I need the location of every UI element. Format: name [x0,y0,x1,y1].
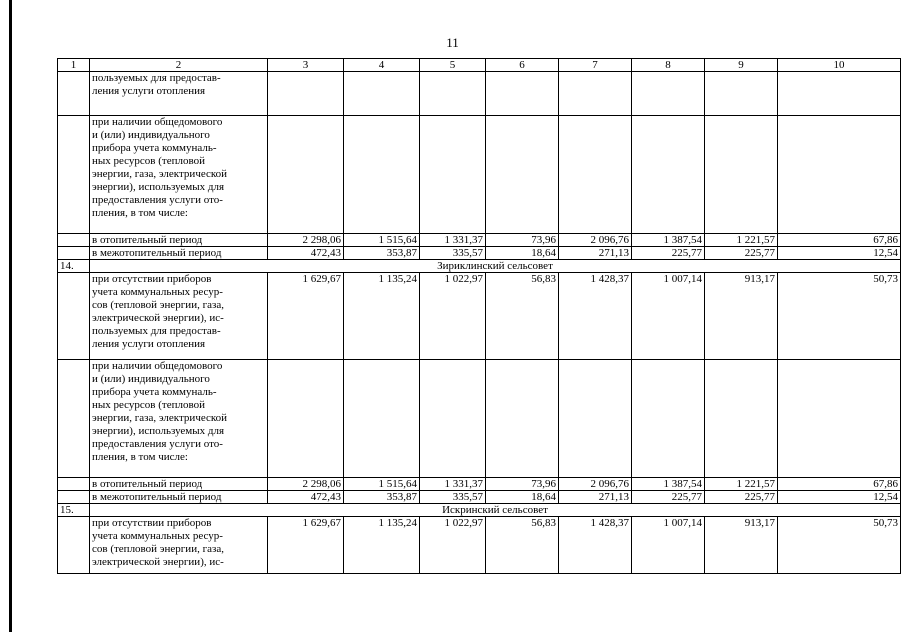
table-row [58,491,901,504]
header-cell: 5 [420,59,486,72]
row-description: в межотопительный период [90,247,268,260]
value-cell: 1 135,24 [344,273,420,360]
row-description: при отсутствии приборов учета коммунальных ресур- сов (тепловой энергии, газа, электрической энергии), ис- [90,517,268,574]
value-cell: 1 387,54 [632,478,705,491]
table-row [58,72,901,116]
row-description: в отопительный период [90,478,268,491]
row-description: при наличии общедомового и (или) индивидуального прибора учета коммуналь- ных ресурсов (тепловой энергии, газа, электрической энергии), используемых для предоставления услуги ото- пления, в том числе: [90,116,268,234]
value-cell: 913,17 [705,273,778,360]
value-cell: 18,64 [486,491,559,504]
table-row [58,247,901,260]
value-cell: 2 096,76 [559,234,632,247]
value-cell: 2 298,06 [268,478,344,491]
value-cell: 335,57 [420,491,486,504]
section-number: 14. [58,260,90,273]
value-cell: 50,73 [778,517,901,574]
value-cell: 12,54 [778,491,901,504]
header-cell: 4 [344,59,420,72]
value-cell: 1 515,64 [344,478,420,491]
section-title: Искринский сельсовет [90,504,901,517]
value-cell: 67,86 [778,478,901,491]
table-row [58,478,901,491]
section-number: 15. [58,504,90,517]
header-row [58,59,901,72]
value-cell: 353,87 [344,247,420,260]
table-row [58,273,901,360]
value-cell: 50,73 [778,273,901,360]
section-title: Зириклинский сельсовет [90,260,901,273]
section-row [58,260,901,273]
value-cell: 73,96 [486,234,559,247]
value-cell: 1 221,57 [705,478,778,491]
value-cell: 271,13 [559,247,632,260]
value-cell: 225,77 [632,491,705,504]
value-cell: 56,83 [486,273,559,360]
table-row [58,234,901,247]
value-cell: 1 428,37 [559,517,632,574]
value-cell: 2 298,06 [268,234,344,247]
value-cell: 225,77 [632,247,705,260]
value-cell: 12,54 [778,247,901,260]
tariff-table [57,58,901,574]
table-row [58,517,901,574]
value-cell: 1 629,67 [268,273,344,360]
value-cell: 225,77 [705,247,778,260]
row-description: в отопительный период [90,234,268,247]
value-cell: 472,43 [268,491,344,504]
value-cell: 1 022,97 [420,517,486,574]
table-row [58,116,901,234]
value-cell: 73,96 [486,478,559,491]
value-cell: 2 096,76 [559,478,632,491]
table-row [58,360,901,478]
header-cell: 10 [778,59,901,72]
value-cell: 913,17 [705,517,778,574]
value-cell: 1 007,14 [632,273,705,360]
header-cell: 9 [705,59,778,72]
header-cell: 6 [486,59,559,72]
page-number: 11 [446,35,459,50]
value-cell: 1 135,24 [344,517,420,574]
section-row [58,504,901,517]
header-cell: 1 [58,59,90,72]
value-cell: 18,64 [486,247,559,260]
header-cell: 7 [559,59,632,72]
value-cell: 1 428,37 [559,273,632,360]
value-cell: 1 515,64 [344,234,420,247]
value-cell: 225,77 [705,491,778,504]
value-cell: 1 629,67 [268,517,344,574]
header-cell: 3 [268,59,344,72]
row-description: при отсутствии приборов учета коммунальных ресур- сов (тепловой энергии, газа, электрической энергии), ис- пользуемых для предостав- ления услуги отопления [90,273,268,360]
value-cell: 1 221,57 [705,234,778,247]
value-cell: 1 022,97 [420,273,486,360]
header-cell: 2 [90,59,268,72]
value-cell: 472,43 [268,247,344,260]
value-cell: 1 007,14 [632,517,705,574]
value-cell: 56,83 [486,517,559,574]
row-description: при наличии общедомового и (или) индивидуального прибора учета коммуналь- ных ресурсов (тепловой энергии, газа, электрической энергии), используемых для предоставления услуги ото- пления, в том числе: [90,360,268,478]
value-cell: 1 331,37 [420,478,486,491]
page-edge-bar [9,0,12,632]
value-cell: 335,57 [420,247,486,260]
value-cell: 271,13 [559,491,632,504]
value-cell: 353,87 [344,491,420,504]
value-cell: 67,86 [778,234,901,247]
value-cell: 1 331,37 [420,234,486,247]
row-description: в межотопительный период [90,491,268,504]
header-cell: 8 [632,59,705,72]
row-description: пользуемых для предостав- ления услуги отопления [90,72,268,116]
value-cell: 1 387,54 [632,234,705,247]
